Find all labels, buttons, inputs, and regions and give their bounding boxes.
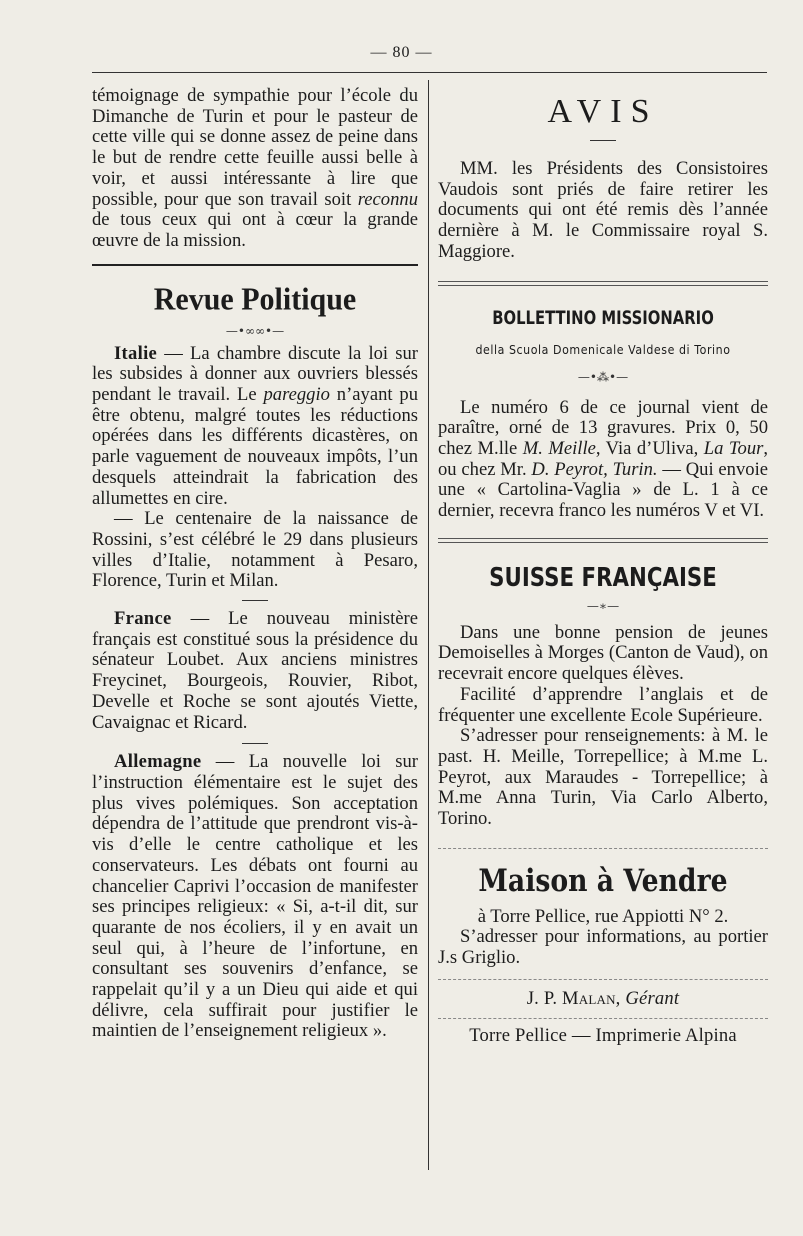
bollettino-place-latour: La Tour: [703, 437, 764, 459]
intro-text-2: de tous ceux qui ont à cœur la grande œuvre de la mission.: [92, 209, 418, 251]
gerant-role: Gérant: [625, 987, 680, 1009]
italie-paragraph: [92, 344, 418, 510]
suisse-paragraph-2: Facilité d’apprendre l’anglais et de fréquenter une excellente Ecole Supérieure.: [438, 683, 768, 726]
france-paragraph: [92, 609, 418, 733]
suisse-francaise-heading: SUISSE FRANÇAISE: [489, 562, 717, 593]
gerant-line: [438, 988, 768, 1010]
avis-paragraph: MM. les Présidents des Consistoires Vaudois sont priés de faire retirer les documents qui ont été remis dès l’année dernière à M. le Commissaire royal S. Maggiore.: [438, 158, 768, 262]
section-dashed-rule: [438, 979, 768, 980]
left-column: [92, 86, 418, 1042]
intro-paragraph: [92, 86, 418, 252]
allemagne-paragraph: [92, 752, 418, 1042]
suisse-ornament: —∗—: [586, 598, 620, 613]
bollettino-ornament: —•⁂•—: [577, 369, 629, 384]
separator-rule: [242, 743, 268, 744]
bollettino-heading: BOLLETTINO MISSIONARIO: [492, 306, 714, 329]
bollettino-text-4: — Qui envoie une « Cartolina-Vaglia » de L. 1 à ce dernier, recevra franco les numéros V et VI.: [438, 458, 768, 522]
italie-text-2: n’ayant pu être obtenu, malgré toutes les réductions opérées dans les différents dicastères, on parle vaguement de nouveaux impôts, l’un desquels atteindrait la fabrication des allumettes en cire.: [92, 384, 418, 509]
suisse-paragraph-1: Dans une bonne pension de jeunes Demoiselles à Morges (Canton de Vaud), on recevrait encore quelques élèves.: [438, 621, 768, 685]
right-column: [438, 86, 768, 1047]
avis-heading: AVIS: [547, 93, 659, 130]
revue-ornament: —•∞∞•—: [225, 323, 285, 338]
bollettino-name-meille: M. Meille: [522, 437, 596, 459]
section-double-rule: [438, 538, 768, 543]
bollettino-text-3: , ou chez Mr.: [438, 437, 769, 480]
maison-contact: S’adresser pour informations, au portier J.s Griglio.: [438, 926, 768, 969]
section-dashed-rule: [438, 1018, 768, 1019]
france-lead: France: [114, 608, 172, 630]
intro-emphasis: reconnu: [357, 188, 418, 210]
bollettino-subheading: della Scuola Domenicale Valdese di Torino: [475, 342, 731, 357]
italie-text-1: — La chambre discute la loi sur les subsides à donner aux ouvriers blessés pendant le travail. Le: [92, 342, 418, 406]
bollettino-paragraph: [438, 398, 768, 522]
allemagne-text: — La nouvelle loi sur l’instruction élémentaire est le sujet des plus vives polémiques. Son acceptation dépendra de l’attitude que prendront vis-à-vis d’elle le centre catholique et les conservateurs. Les débats ont fourni au chancelier Caprivi l’occasion de manifester ses principes religieux: « Si, a-t-il dit, sur quarante de nos écoliers, il y en avait un seul qui, à l’heure de l’infortune, en consultant ses souvenirs d’enfance, se rappelait qu’il y a un Dieu qui aide et qui délivre, cela suffirait pour justifier le maintien de l’enseignement religieux ».: [92, 751, 418, 1042]
imprimerie-line: Torre Pellice — Imprimerie Alpina: [469, 1024, 737, 1046]
bollettino-name-peyrot: D. Peyrot, Turin.: [531, 458, 658, 480]
allemagne-lead: Allemagne: [114, 751, 202, 773]
separator-rule: [242, 600, 268, 601]
italie-lead: Italie: [114, 342, 158, 364]
section-double-rule: [438, 281, 768, 286]
avis-rule: [590, 140, 616, 141]
bollettino-text-1: Le numéro 6 de ce journal vient de paraître, orné de 13 gravures. Prix 0, 50 chez M.lle: [438, 396, 768, 459]
page-number: — 80 —: [370, 44, 433, 61]
column-divider: [428, 80, 429, 1170]
intro-text-1: témoignage de sympathie pour l’école du Dimanche de Turin et pour le pasteur de cette ville qui se donne assez de peine dans le but de rendre cette feuille aussi belle à voir, et aussi intéressante à lire que possible, pour que son travail soit: [92, 85, 418, 210]
bollettino-text-2: , Via d’Uliva,: [595, 437, 704, 459]
gerant-name: J. P. Malan,: [526, 987, 621, 1009]
maison-a-vendre-heading: Maison à Vendre: [478, 862, 728, 899]
suisse-paragraph-3: S’adresser pour renseignements: à M. le past. H. Meille, Torrepellice; à M.me L. Peyrot, aux Maraudes - Torrepellice; à M.me Anna Turin, Via Carlo Alberto, Torino.: [438, 725, 768, 830]
section-rule: [92, 264, 418, 266]
header-rule: [92, 72, 767, 73]
revue-politique-heading: Revue Politique: [153, 281, 357, 317]
italie-emphasis: pareggio: [263, 384, 330, 406]
france-text: — Le nouveau ministère français est constitué sous la présidence du sénateur Loubet. Aux anciens ministres Freycinet, Bourgeois, Rouvier, Ribot, Develle et Roche se sont ajoutés Viette, Cavaignac et Ricard.: [92, 608, 418, 733]
section-dashed-rule: [438, 848, 768, 849]
maison-address: à Torre Pellice, rue Appiotti N° 2.: [477, 905, 729, 927]
rossini-paragraph: — Le centenaire de la naissance de Rossini, s’est célébré le 29 dans plusieurs villes d’Italie, notamment à Pesaro, Florence, Turin et Milan.: [92, 508, 418, 592]
